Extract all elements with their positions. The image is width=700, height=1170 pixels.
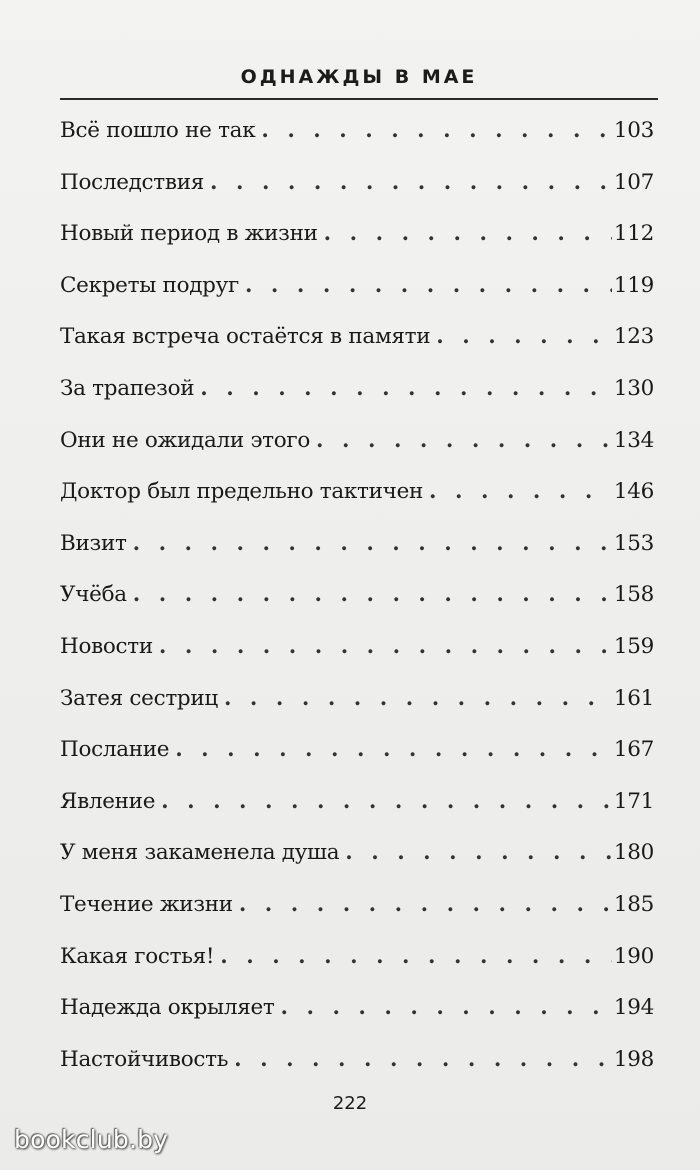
- page-number: 222: [332, 1093, 368, 1114]
- toc-page-number: 123: [613, 324, 654, 350]
- toc-title: Последствия: [60, 169, 204, 195]
- toc-entry: [60, 879, 654, 931]
- toc-entry: [60, 621, 654, 673]
- toc-page-number: 180: [613, 840, 654, 866]
- dot-leader: [429, 481, 612, 503]
- toc-page-number: 159: [613, 633, 654, 659]
- toc-title: Надежда окрыляет: [60, 995, 275, 1021]
- toc-title: Такая встреча остаётся в памяти: [60, 324, 431, 350]
- toc-page-number: 198: [613, 1046, 654, 1072]
- running-head: ОДНАЖДЫ В МАЕ: [240, 66, 478, 88]
- toc-entry: [60, 415, 654, 467]
- toc-entry: [60, 518, 654, 570]
- toc-title: За трапезой: [60, 376, 195, 402]
- dot-leader: [200, 378, 612, 400]
- watermark-logo: bookclub.by: [14, 1125, 169, 1154]
- dot-leader: [436, 326, 612, 348]
- toc-entry: [60, 931, 654, 983]
- toc-title: Новый период в жизни: [60, 221, 318, 247]
- dot-leader: [224, 688, 612, 710]
- toc-title: У меня закаменела душа: [60, 840, 340, 866]
- toc-entry: [60, 157, 654, 209]
- toc-entry: [60, 466, 654, 518]
- dot-leader: [345, 842, 612, 864]
- toc-page-number: 185: [613, 891, 654, 917]
- toc-page-number: 134: [613, 427, 654, 453]
- dot-leader: [161, 791, 612, 813]
- toc-page-number: 194: [613, 995, 654, 1021]
- toc-title: Новости: [60, 633, 153, 659]
- toc-entry: [60, 827, 654, 879]
- toc-title: Доктор был предельно тактичен: [60, 479, 424, 505]
- dot-leader: [175, 739, 612, 761]
- toc-entry: [60, 260, 654, 312]
- toc-entry: [60, 724, 654, 776]
- toc-title: Секреты подруг: [60, 272, 239, 298]
- toc-page-number: 119: [613, 272, 654, 298]
- toc-title: Настойчивость: [60, 1046, 229, 1072]
- toc-page-number: 112: [613, 221, 654, 247]
- toc-entry: [60, 569, 654, 621]
- dot-leader: [261, 120, 612, 142]
- dot-leader: [239, 894, 612, 916]
- dot-leader: [324, 223, 612, 245]
- header-rule: [60, 98, 658, 100]
- toc-title: Визит: [60, 530, 127, 556]
- toc-title: Учёба: [60, 582, 127, 608]
- toc-page-number: 130: [613, 376, 654, 402]
- toc-title: Течение жизни: [60, 891, 233, 917]
- toc-entry: [60, 1034, 654, 1086]
- toc-page-number: 146: [613, 479, 654, 505]
- dot-leader: [133, 533, 612, 555]
- dot-leader: [316, 430, 612, 452]
- toc-page-number: 190: [613, 943, 654, 969]
- toc-title: Всё пошло не так: [60, 118, 256, 144]
- toc-page-number: 153: [613, 530, 654, 556]
- toc-title: Затея сестриц: [60, 685, 218, 711]
- toc-page-number: 103: [613, 118, 654, 144]
- toc-page-number: 107: [613, 169, 654, 195]
- toc-entry: [60, 673, 654, 725]
- toc-entry: [60, 776, 654, 828]
- toc-page-number: 171: [613, 788, 654, 814]
- toc-entry: [60, 105, 654, 157]
- dot-leader: [281, 997, 612, 1019]
- dot-leader: [210, 172, 612, 194]
- dot-leader: [234, 1049, 612, 1071]
- toc-entry: [60, 363, 654, 415]
- toc-title: Какая гостья!: [60, 943, 215, 969]
- toc-page-number: 158: [613, 582, 654, 608]
- dot-leader: [133, 584, 612, 606]
- toc-title: Они не ожидали этого: [60, 427, 311, 453]
- toc-title: Послание: [60, 737, 170, 763]
- toc-entry: [60, 208, 654, 260]
- toc-page-number: 161: [613, 685, 654, 711]
- toc-page-number: 167: [613, 737, 654, 763]
- toc-title: Явление: [60, 788, 156, 814]
- dot-leader: [159, 636, 612, 658]
- dot-leader: [245, 275, 612, 297]
- table-of-contents: [60, 105, 654, 1085]
- toc-entry: [60, 311, 654, 363]
- dot-leader: [220, 946, 612, 968]
- toc-entry: [60, 982, 654, 1034]
